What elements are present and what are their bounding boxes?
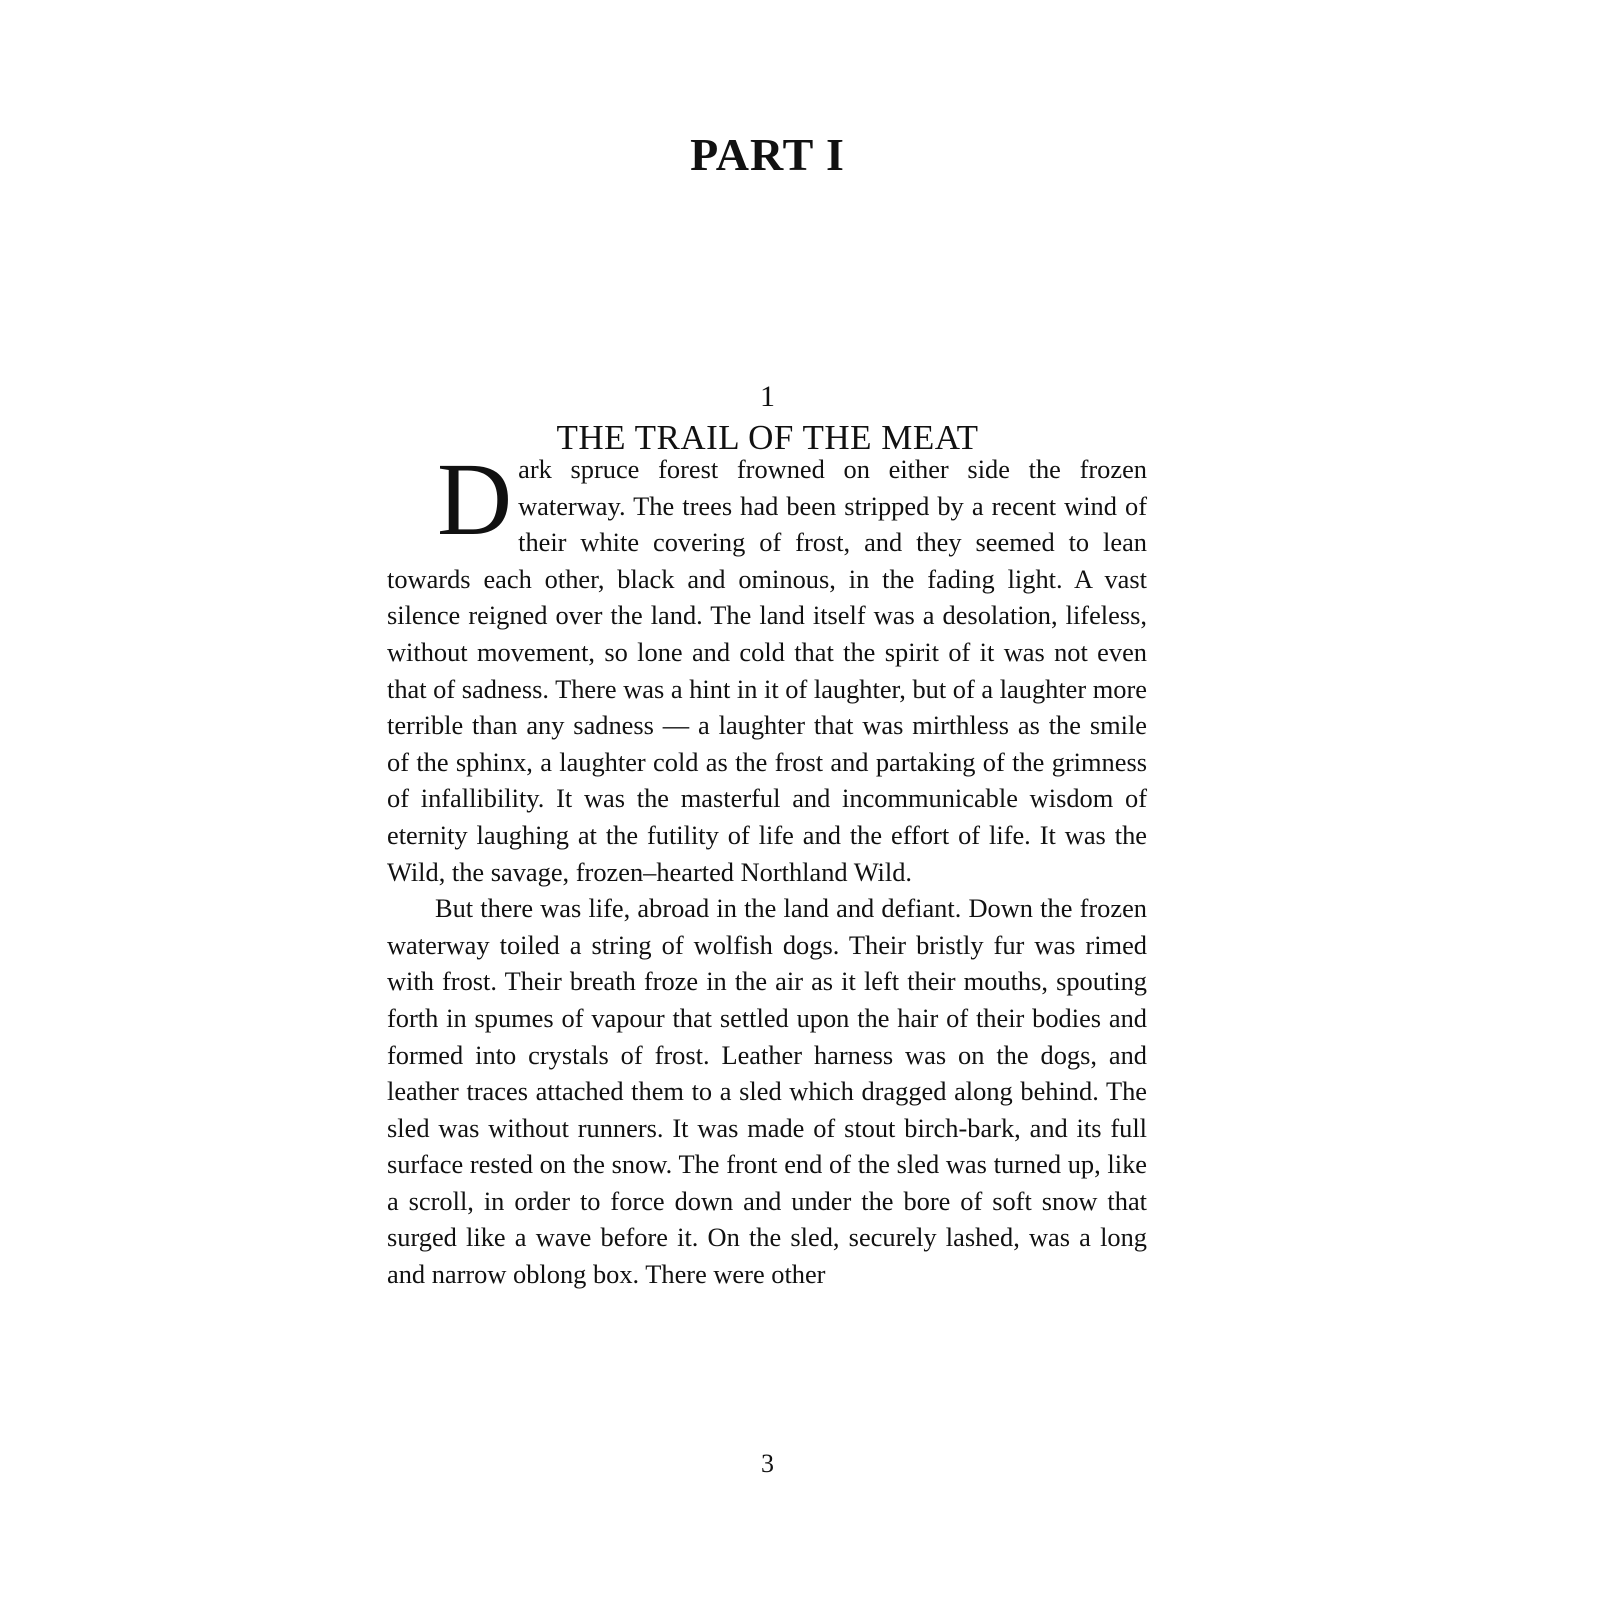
- part-title: PART I: [690, 129, 845, 180]
- page-number: 3: [761, 1449, 774, 1478]
- drop-cap: D: [437, 442, 513, 557]
- paragraph-first-text: ark spruce forest frowned on either side the frozen waterway. The trees had been stripped by a recent wind of their white covering of frost, and they seemed to lean towards each other, black and ominous, in the fading light. A vast silence reigned over the land. The land itself was a desolation, lifeless, without movement, so lone and cold that the spirit of it was not even that of sadness. There was a hint in it of laughter, but of a laughter more terrible than any sadness — a laughter that was mirthless as the smile of the sphinx, a laughter cold as the frost and partaking of the grimness of infallibility. It was the masterful and incommunicable wisdom of eternity laughing at the futility of life and the effort of life. It was the Wild, the savage, frozen–hearted Northland Wild.: [387, 454, 1147, 887]
- body-text: [387, 442, 1147, 1293]
- paragraph-second: But there was life, abroad in the land and defiant. Down the frozen waterway toiled a string of wolfish dogs. Their bristly fur was rimed with frost. Their breath froze in the air as it left their mouths, spouting forth in spumes of vapour that settled upon the hair of their bodies and formed into crystals of frost. Leather harness was on the dogs, and leather traces attached them to a sled which dragged along behind. The sled was without runners. It was made of stout birch-bark, and its full surface rested on the snow. The front end of the sled was turned up, like a scroll, in order to force down and under the bore of soft snow that surged like a wave before it. On the sled, securely lashed, was a long and narrow oblong box. There were other: [387, 893, 1147, 1290]
- chapter-title: THE TRAIL OF THE MEAT: [556, 418, 979, 457]
- chapter-number: 1: [760, 380, 775, 413]
- paragraph-first: [387, 442, 1147, 890]
